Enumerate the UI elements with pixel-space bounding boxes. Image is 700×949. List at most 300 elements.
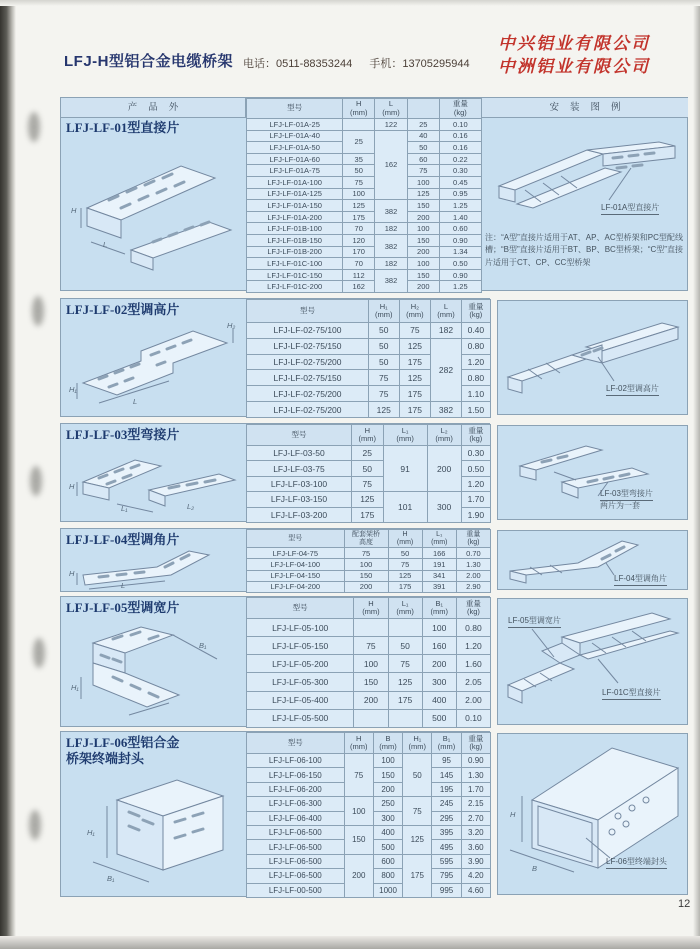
value-cell: 0.80	[461, 338, 490, 354]
spec-table-03	[246, 424, 491, 523]
install-drawing-03	[502, 430, 684, 516]
table-row	[247, 176, 482, 188]
column-header: H (mm)	[354, 598, 388, 619]
install-drawing-06	[502, 738, 684, 890]
model-cell: LFJ-LF-01A-50	[247, 142, 343, 154]
value-cell: 95	[432, 754, 461, 768]
value-cell: 175	[351, 507, 383, 522]
model-cell: LFJ-LF-06-500	[247, 840, 345, 854]
value-cell: 0.60	[439, 223, 481, 235]
value-cell: 195	[432, 782, 461, 796]
value-cell: 382	[375, 269, 408, 292]
model-cell: LFJ-LF-05-300	[247, 673, 354, 691]
section-02-panel	[60, 298, 490, 417]
column-header: 配套架桥 高度	[344, 530, 388, 548]
table-row	[247, 211, 482, 223]
section-02-title: LFJ-LF-02型调高片	[66, 302, 180, 317]
value-cell: 0.45	[439, 176, 481, 188]
page-edge-bottom	[0, 936, 700, 949]
column-header: 重量 (kg)	[456, 598, 490, 619]
page-title: LFJ-H型铝合金电缆桥架	[64, 53, 233, 70]
table-header-row	[247, 99, 482, 119]
column-header: L₂ (mm)	[427, 425, 461, 446]
binding-smudge	[30, 466, 42, 496]
table-header-row	[247, 300, 491, 323]
value-cell: 0.16	[439, 142, 481, 154]
model-cell: LFJ-LF-06-200	[247, 782, 345, 796]
model-cell: LFJ-LF-05-500	[247, 709, 354, 727]
value-cell: 75	[354, 637, 388, 655]
value-cell: 150	[407, 234, 439, 246]
value-cell: 0.70	[456, 548, 490, 559]
value-cell: 1.10	[461, 386, 490, 402]
value-cell: 250	[373, 797, 402, 811]
value-cell: 1.20	[461, 354, 490, 370]
install-drawing-03-label-2: 两片为一套	[600, 501, 640, 510]
column-header: B (mm)	[373, 733, 402, 754]
section-06-panel	[60, 731, 490, 897]
model-cell: LFJ-LF-04-200	[247, 581, 345, 592]
model-cell: LFJ-LF-06-500	[247, 869, 345, 883]
value-cell: 125	[403, 825, 432, 854]
table-header-row	[247, 598, 491, 619]
value-cell: 0.90	[461, 754, 490, 768]
table-row	[247, 281, 482, 293]
value-cell: 125	[388, 570, 422, 581]
value-cell: 150	[373, 768, 402, 782]
value-cell: 200	[373, 782, 402, 796]
value-cell: 175	[388, 691, 422, 709]
column-header: 重量 (kg)	[439, 99, 481, 119]
value-cell: 4.60	[461, 883, 490, 897]
value-cell: 1.70	[461, 782, 490, 796]
model-cell: LFJ-LF-06-400	[247, 811, 345, 825]
table-row	[247, 492, 491, 507]
table-row	[247, 548, 491, 559]
model-cell: LFJ-LF-02-75/150	[247, 370, 369, 386]
value-cell: 50	[388, 548, 422, 559]
model-cell: LFJ-LF-01A-75	[247, 165, 343, 177]
value-cell: 1.50	[461, 402, 490, 418]
model-cell: LFJ-LF-04-150	[247, 570, 345, 581]
value-cell: 145	[432, 768, 461, 782]
value-cell: 1.90	[461, 507, 490, 522]
model-cell: LFJ-LF-03-150	[247, 492, 352, 507]
value-cell: 125	[388, 673, 422, 691]
value-cell: 100	[422, 619, 456, 637]
value-cell: 166	[422, 548, 456, 559]
table-row	[247, 709, 491, 727]
column-header: 重量 (kg)	[461, 425, 490, 446]
value-cell: 70	[343, 223, 375, 235]
model-cell: LFJ-LF-03-200	[247, 507, 352, 522]
value-cell: 2.05	[456, 673, 490, 691]
column-header: H₂ (mm)	[399, 300, 431, 323]
model-cell: LFJ-LF-01B-200	[247, 246, 343, 258]
column-header: H₁ (mm)	[403, 733, 432, 754]
product-drawing-04	[69, 545, 241, 591]
model-cell: LFJ-LF-02-75/200	[247, 354, 369, 370]
model-cell: LFJ-LF-02-75/200	[247, 402, 369, 418]
column-header: B₁ (mm)	[422, 598, 456, 619]
value-cell: 795	[432, 869, 461, 883]
value-cell: 0.30	[439, 165, 481, 177]
column-header: 重量 (kg)	[461, 733, 490, 754]
value-cell: 3.60	[461, 840, 490, 854]
model-cell: LFJ-LF-01B-100	[247, 223, 343, 235]
value-cell	[388, 619, 422, 637]
spec-table-06	[246, 732, 491, 898]
model-cell: LFJ-LF-01C-100	[247, 258, 343, 270]
spec-table-01	[246, 98, 482, 293]
value-cell: 75	[343, 176, 375, 188]
install-drawing-05	[502, 603, 684, 721]
value-cell: 150	[344, 825, 373, 854]
value-cell: 112	[343, 269, 375, 281]
binding-smudge	[33, 638, 45, 668]
value-cell: 75	[388, 559, 422, 570]
model-cell: LFJ-LF-04-100	[247, 559, 345, 570]
value-cell: 160	[422, 637, 456, 655]
value-cell: 25	[407, 119, 439, 131]
page-edge-top	[0, 0, 700, 6]
value-cell: 382	[375, 200, 408, 223]
value-cell: 1.30	[461, 768, 490, 782]
value-cell: 75	[369, 370, 400, 386]
value-cell: 1.20	[456, 637, 490, 655]
value-cell: 175	[399, 354, 431, 370]
product-column-header: 产品外	[61, 98, 246, 118]
mobile-number: 手机：13705295944	[369, 58, 470, 70]
value-cell: 382	[431, 402, 462, 418]
value-cell: 495	[432, 840, 461, 854]
value-cell: 595	[432, 854, 461, 868]
table-row	[247, 854, 491, 868]
model-cell: LFJ-LF-06-500	[247, 854, 345, 868]
table-row	[247, 119, 482, 131]
value-cell: 800	[373, 869, 402, 883]
value-cell	[354, 619, 388, 637]
value-cell: 162	[343, 281, 375, 293]
column-header: H (mm)	[343, 99, 375, 119]
section-03-panel	[60, 423, 490, 522]
binding-smudge	[29, 810, 41, 840]
value-cell: 1000	[373, 883, 402, 897]
model-cell: LFJ-LF-01B-150	[247, 234, 343, 246]
value-cell: 150	[407, 200, 439, 212]
value-cell: 1.25	[439, 281, 481, 293]
value-cell: 170	[343, 246, 375, 258]
company-name-1: 中兴铝业有限公司	[498, 34, 650, 53]
column-header: 型号	[247, 530, 345, 548]
value-cell: 75	[351, 476, 383, 491]
install-column-header: 安装图例	[482, 98, 688, 118]
install-drawing-02-label: LF-02型调高片	[606, 383, 659, 396]
value-cell: 25	[351, 446, 383, 461]
value-cell: 0.95	[439, 188, 481, 200]
page-edge-right	[693, 0, 700, 949]
column-header: H₁ (mm)	[369, 300, 400, 323]
column-header: L (mm)	[431, 300, 462, 323]
table-row	[247, 269, 482, 281]
section-06-title-line1: LFJ-LF-06型铝合金	[66, 735, 180, 750]
company-names	[498, 33, 694, 79]
value-cell: 2.90	[456, 581, 490, 592]
table-row	[247, 188, 482, 200]
value-cell: 125	[351, 492, 383, 507]
value-cell: 3.90	[461, 854, 490, 868]
value-cell: 50	[388, 637, 422, 655]
dim-label: B	[532, 864, 538, 873]
value-cell: 0.10	[456, 709, 490, 727]
column-header: L₁ (mm)	[383, 425, 427, 446]
value-cell: 122	[375, 119, 408, 131]
model-cell: LFJ-LF-06-500	[247, 825, 345, 839]
spec-table-05	[246, 597, 491, 728]
value-cell: 175	[343, 211, 375, 223]
section-04-panel	[60, 528, 490, 592]
value-cell: 150	[407, 269, 439, 281]
model-cell: LFJ-LF-01A-100	[247, 176, 343, 188]
install-drawing-06-label: LF-06型终端封头	[606, 856, 667, 869]
value-cell: 50	[369, 338, 400, 354]
model-cell: LFJ-LF-02-75/200	[247, 386, 369, 402]
model-cell: LFJ-LF-06-150	[247, 768, 345, 782]
value-cell: 100	[407, 223, 439, 235]
value-cell: 200	[427, 446, 461, 492]
value-cell: 0.22	[439, 153, 481, 165]
dim-label: L₁	[121, 504, 128, 513]
value-cell: 0.30	[461, 446, 490, 461]
value-cell: 1.20	[461, 476, 490, 491]
column-header: H (mm)	[351, 425, 383, 446]
table-row	[247, 570, 491, 581]
table-row	[247, 338, 491, 354]
value-cell: 50	[369, 323, 400, 339]
value-cell: 50	[351, 461, 383, 476]
dim-label: H	[69, 482, 75, 491]
value-cell: 4.20	[461, 869, 490, 883]
value-cell: 200	[344, 581, 388, 592]
table-row	[247, 673, 491, 691]
value-cell: 200	[354, 691, 388, 709]
table-row	[247, 323, 491, 339]
column-header: 重量 (kg)	[461, 300, 490, 323]
model-cell: LFJ-LF-03-50	[247, 446, 352, 461]
table-row	[247, 258, 482, 270]
value-cell: 200	[344, 854, 373, 897]
column-header: L (mm)	[375, 99, 408, 119]
table-row	[247, 223, 482, 235]
value-cell: 395	[432, 825, 461, 839]
value-cell: 75	[403, 797, 432, 826]
value-cell: 100	[344, 797, 373, 826]
value-cell: 391	[422, 581, 456, 592]
install-panel-02	[497, 300, 688, 415]
column-header: 型号	[247, 99, 343, 119]
value-cell: 75	[344, 754, 373, 797]
value-cell: 282	[431, 338, 462, 401]
model-cell: LFJ-LF-01C-200	[247, 281, 343, 293]
section-01-panel	[60, 97, 688, 291]
product-drawing-06	[73, 766, 241, 892]
value-cell: 70	[343, 258, 375, 270]
install-drawing-05-label-2: LF-01C型直接片	[602, 687, 661, 700]
value-cell: 175	[403, 854, 432, 897]
table-row	[247, 655, 491, 673]
table-row	[247, 234, 482, 246]
table-row	[247, 825, 491, 839]
product-drawing-05	[69, 615, 241, 723]
book-binding-edge	[0, 0, 16, 949]
value-cell: 125	[399, 338, 431, 354]
binding-smudge	[28, 112, 40, 142]
table-row	[247, 165, 482, 177]
value-cell: 995	[432, 883, 461, 897]
table-row	[247, 153, 482, 165]
install-drawing-05-label: LF-05型调宽片	[508, 615, 561, 628]
company-name-2: 中洲铝业有限公司	[498, 56, 650, 76]
value-cell: 500	[422, 709, 456, 727]
value-cell: 100	[407, 258, 439, 270]
value-cell: 200	[407, 246, 439, 258]
value-cell: 3.20	[461, 825, 490, 839]
value-cell: 35	[343, 153, 375, 165]
dim-label: H₁	[69, 385, 77, 394]
dim-label: L₂	[187, 502, 195, 511]
dim-label: L	[133, 397, 138, 406]
install-panel-05	[497, 598, 688, 725]
value-cell: 0.90	[439, 234, 481, 246]
value-cell: 75	[369, 386, 400, 402]
install-panel-04	[497, 530, 688, 590]
value-cell: 175	[388, 581, 422, 592]
table-header-row	[247, 530, 491, 548]
dim-label: H	[69, 569, 75, 578]
value-cell: 182	[431, 323, 462, 339]
section-05-title: LFJ-LF-05型调宽片	[66, 600, 180, 615]
install-drawing-02	[502, 307, 684, 409]
model-cell: LFJ-LF-01A-200	[247, 211, 343, 223]
product-drawing-03	[69, 442, 241, 520]
value-cell: 600	[373, 854, 402, 868]
install-panel-06	[497, 733, 688, 895]
column-header: H (mm)	[344, 733, 373, 754]
value-cell: 500	[373, 840, 402, 854]
value-cell: 300	[373, 811, 402, 825]
product-drawing-01	[69, 138, 241, 288]
column-header: 型号	[247, 300, 369, 323]
model-cell: LFJ-LF-02-75/100	[247, 323, 369, 339]
value-cell: 125	[407, 188, 439, 200]
model-cell: LFJ-LF-04-75	[247, 548, 345, 559]
value-cell: 0.50	[461, 461, 490, 476]
value-cell: 50	[407, 142, 439, 154]
value-cell: 341	[422, 570, 456, 581]
install-drawing-03-label: LF-03型弯接片	[600, 488, 653, 501]
table-row	[247, 581, 491, 592]
dim-label: H	[71, 206, 77, 215]
model-cell: LFJ-LF-05-200	[247, 655, 354, 673]
table-row	[247, 130, 482, 142]
column-header: B₁ (mm)	[432, 733, 461, 754]
column-header: H (mm)	[388, 530, 422, 548]
install-drawing-01	[491, 124, 681, 232]
install-drawing-04-label: LF-04型调角片	[614, 573, 667, 586]
table-row	[247, 200, 482, 212]
table-header-row	[247, 425, 491, 446]
model-cell: LFJ-LF-02-75/150	[247, 338, 369, 354]
value-cell: 182	[375, 258, 408, 270]
value-cell: 50	[369, 354, 400, 370]
dim-label: L	[103, 240, 108, 249]
value-cell: 0.16	[439, 130, 481, 142]
value-cell: 0.40	[461, 323, 490, 339]
page-number: 12	[678, 898, 691, 910]
table-header-row	[247, 733, 491, 754]
value-cell: 75	[399, 323, 431, 339]
model-cell: LFJ-LF-06-300	[247, 797, 345, 811]
dim-label: H₁	[71, 683, 79, 692]
column-header: L₁ (mm)	[388, 598, 422, 619]
table-row	[247, 691, 491, 709]
value-cell: 1.25	[439, 200, 481, 212]
section-06-title	[66, 735, 179, 768]
phone-number: 电话：0511-88353244	[243, 58, 353, 70]
column-header: 型号	[247, 598, 354, 619]
model-cell: LFJ-LF-01A-150	[247, 200, 343, 212]
value-cell: 200	[422, 655, 456, 673]
value-cell: 100	[354, 655, 388, 673]
value-cell	[388, 709, 422, 727]
dim-label: H₂	[227, 321, 236, 330]
section-05-panel	[60, 596, 490, 727]
spec-table-04	[246, 529, 491, 593]
value-cell	[354, 709, 388, 727]
value-cell: 191	[422, 559, 456, 570]
value-cell: 162	[375, 130, 408, 200]
value-cell: 125	[369, 402, 400, 418]
value-cell: 0.10	[439, 119, 481, 131]
dim-label: B₁	[107, 874, 115, 883]
value-cell: 0.80	[461, 370, 490, 386]
value-cell: 2.00	[456, 691, 490, 709]
install-panel-03	[497, 425, 688, 520]
value-cell: 300	[427, 492, 461, 523]
value-cell: 300	[422, 673, 456, 691]
section-03-title: LFJ-LF-03型弯接片	[66, 427, 180, 442]
value-cell: 125	[399, 370, 431, 386]
model-cell: LFJ-LF-01C-150	[247, 269, 343, 281]
value-cell: 2.15	[461, 797, 490, 811]
value-cell: 1.40	[439, 211, 481, 223]
model-cell: LFJ-LF-01A-60	[247, 153, 343, 165]
model-cell: LFJ-LF-03-100	[247, 476, 352, 491]
value-cell: 60	[407, 153, 439, 165]
value-cell: 40	[407, 130, 439, 142]
value-cell: 1.34	[439, 246, 481, 258]
value-cell	[343, 119, 375, 131]
value-cell: 100	[343, 188, 375, 200]
model-cell: LFJ-LF-00-500	[247, 883, 345, 897]
value-cell: 75	[388, 655, 422, 673]
value-cell: 150	[354, 673, 388, 691]
value-cell: 50	[343, 165, 375, 177]
value-cell: 175	[399, 386, 431, 402]
model-cell: LFJ-LF-05-100	[247, 619, 354, 637]
table-row	[247, 559, 491, 570]
value-cell: 382	[375, 234, 408, 257]
